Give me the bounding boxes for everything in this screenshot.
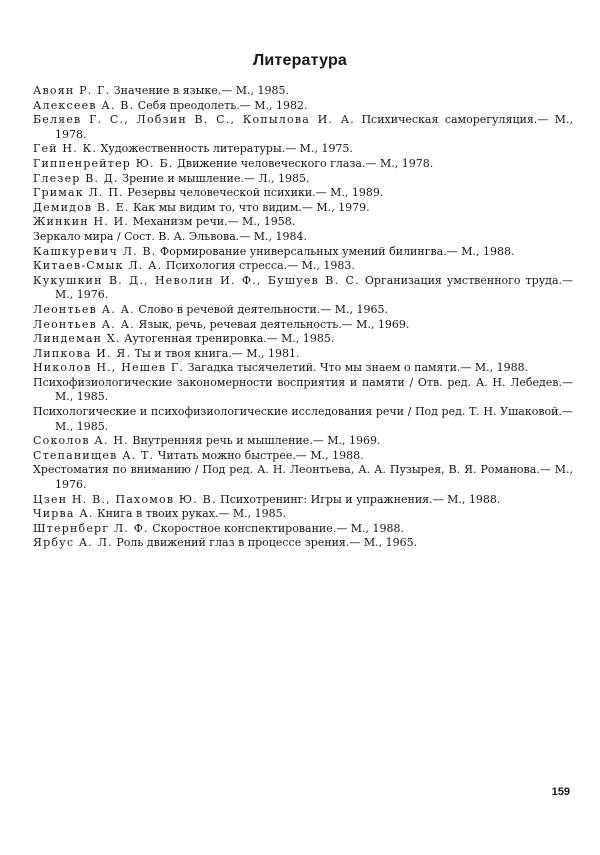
reference-entry [33, 332, 573, 347]
reference-text: Зрение и мышление.— Л., 1985. [122, 171, 310, 185]
reference-text: Движение человеческого глаза.— М., 1978. [176, 156, 434, 170]
reference-entry [33, 215, 573, 230]
reference-entry [33, 347, 573, 362]
reference-entry [33, 361, 573, 376]
reference-entry [33, 303, 573, 318]
reference-entry [33, 376, 573, 405]
reference-author: Линдеман Х. [33, 332, 121, 346]
reference-entry [33, 84, 573, 99]
reference-author: Гей Н. К. [33, 142, 98, 156]
reference-text: Хрестоматия по вниманию / Под ред. А. Н. Леонтьева, А. А. Пузырея, В. Я. Романова.— М., 1976. [33, 463, 573, 492]
reference-entry [33, 186, 573, 201]
reference-author: Соколов А. Н. [33, 434, 129, 448]
page-title: Литература [252, 52, 348, 69]
reference-author: Кукушкин В. Д., Неволин И. Ф., Бушуев В. С. [33, 273, 360, 287]
reference-entry [33, 493, 573, 508]
reference-author: Степанищев А. Т. [33, 448, 155, 462]
reference-text: Ты и твоя книга.— М., 1981. [134, 346, 300, 360]
reference-text: Психическая саморегуляция.— М., 1978. [55, 113, 573, 141]
reference-list [33, 84, 573, 551]
reference-text: Роль движений глаз в процессе зрения.— М., 1965. [116, 536, 418, 550]
reference-author: Ярбус А. Л. [33, 536, 113, 550]
reference-text: Как мы видим то, что видим.— М., 1979. [133, 200, 370, 214]
reference-entry [33, 201, 573, 216]
reference-author: Гиппенрейтер Ю. Б. [33, 156, 174, 170]
reference-author: Беляев Г. С., Лобзин В. С., Копылова И. А. [33, 113, 355, 127]
reference-entry [33, 536, 573, 551]
reference-text: Скоростное конспектирование.— М., 1988. [152, 521, 404, 535]
reference-author: Жинкин Н. И. [33, 215, 130, 229]
reference-author: Цзен Н. В., Пахомов Ю. В. [33, 492, 217, 506]
reference-entry [33, 142, 573, 157]
reference-text: Загадка тысячелетий. Что мы знаем о памяти.— М., 1988. [187, 361, 529, 375]
reference-entry [33, 99, 573, 114]
reference-author: Николов Н., Нешев Г. [33, 361, 185, 375]
reference-text: Психофизиологические закономерности восприятия и памяти / Отв. ред. А. Н. Лебедев.— М., 1985. [33, 375, 573, 404]
reference-text: Аутогенная тренировка.— М., 1985. [124, 332, 335, 346]
reference-author: Демидов В. Е. [33, 200, 130, 214]
reference-author: Кашкуревич Л. В. [33, 244, 157, 258]
reference-text: Внутренняя речь и мышление.— М., 1969. [132, 434, 381, 448]
reference-text: Слово в речевой деятельности.— М., 1965. [138, 302, 388, 316]
reference-author: Гримак Л. П. [33, 186, 124, 200]
reference-entry [33, 405, 573, 434]
reference-entry [33, 507, 573, 522]
reference-author: Алексеев А. В. [33, 98, 135, 112]
reference-entry [33, 434, 573, 449]
reference-author: Липкова И. Я. [33, 346, 132, 360]
reference-entry [33, 172, 573, 187]
reference-author: Штернберг Л. Ф. [33, 521, 149, 535]
reference-text: Значение в языке.— М., 1985. [113, 84, 289, 97]
reference-text: Книга в твоих руках.— М., 1985. [97, 507, 287, 521]
reference-text: Язык, речь, речевая деятельность.— М., 1969. [138, 317, 410, 331]
reference-text: Формирование универсальных умений билингва.— М., 1988. [159, 244, 515, 258]
reference-text: Психотренинг: Игры и упражнения.— М., 1988. [220, 492, 501, 506]
reference-entry [33, 230, 573, 245]
reference-text: Себя преодолеть.— М., 1982. [137, 98, 308, 112]
reference-entry [33, 274, 573, 303]
reference-entry [33, 318, 573, 333]
reference-text: Читать можно быстрее.— М., 1988. [157, 448, 364, 462]
reference-entry [33, 449, 573, 464]
reference-text: Зеркало мира / Сост. В. А. Эльвова.— М., 1984. [33, 229, 308, 243]
reference-author: Глезер В. Д. [33, 171, 119, 185]
reference-text: Механизм речи.— М., 1958. [132, 215, 296, 229]
reference-text: Психология стресса.— М., 1983. [165, 259, 355, 273]
reference-entry [33, 522, 573, 537]
reference-text: Психологические и психофизиологические исследования речи / Под ред. Т. Н. Ушаковой.— М., 1985. [33, 405, 573, 433]
reference-entry [33, 113, 573, 142]
reference-author: Авоян Р. Г. [33, 84, 111, 97]
reference-entry [33, 157, 573, 172]
reference-text: Художественность литературы.— М., 1975. [100, 142, 353, 156]
reference-entry [33, 259, 573, 274]
reference-author: Чирва А. [33, 507, 94, 521]
reference-author: Леонтьев А. А. [33, 317, 135, 331]
reference-entry [33, 245, 573, 260]
reference-author: Леонтьев А. А. [33, 302, 135, 316]
page-number: 159 [551, 786, 570, 798]
reference-text: Резервы человеческой психики.— М., 1989. [127, 186, 384, 200]
reference-entry [33, 463, 573, 492]
reference-text: Организация умственного труда.— М., 1976. [55, 273, 574, 302]
reference-author: Китаев-Смык Л. А. [33, 259, 163, 273]
